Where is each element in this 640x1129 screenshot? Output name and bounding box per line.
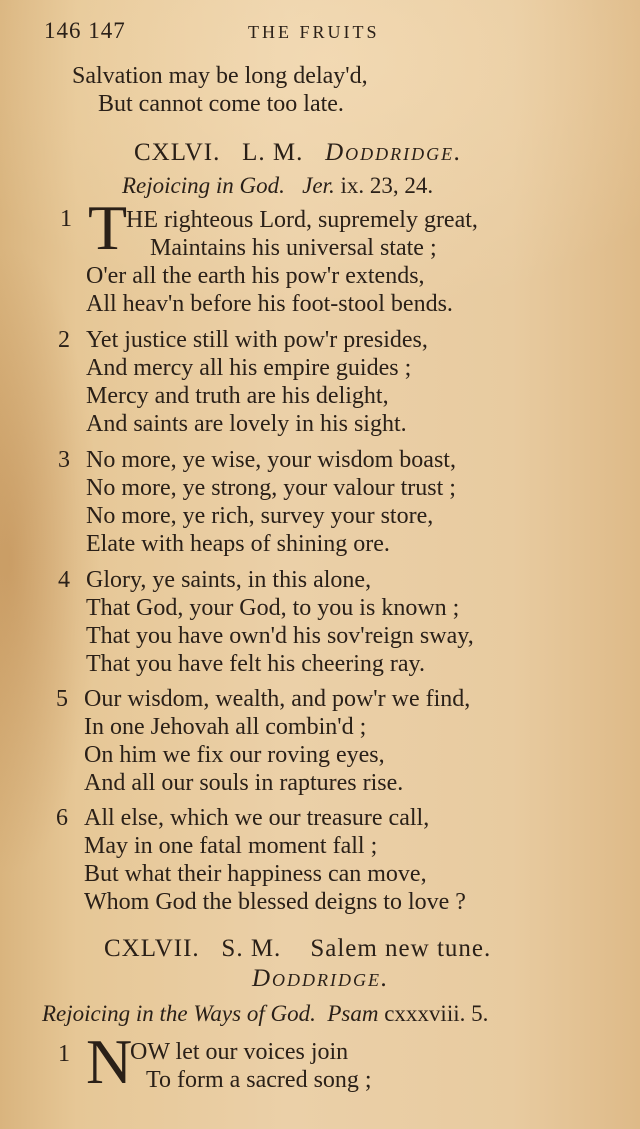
verse-line: That you have felt his cheering ray. [86,651,425,677]
verse-line: HE righteous Lord, supremely great, [126,207,478,233]
verse-line: Yet justice still with pow'r presides, [86,327,428,353]
verse-line: That God, your God, to you is known ; [86,595,460,621]
hymn-subtitle [42,1000,488,1028]
verse-line: All else, which we our treasure call, [84,805,430,831]
page-header [0,18,640,52]
hymn-meter: L. M. [242,139,304,166]
verse-line: All heav'n before his foot-stool bends. [86,291,453,317]
running-head: THE FRUITS [248,22,380,42]
hymn-author: Doddridge. [325,139,463,166]
verse-line: And saints are lovely in his sight. [86,411,407,437]
verse-line: But what their happiness can move, [84,861,427,887]
verse-line: No more, ye wise, your wisdom boast, [86,447,456,473]
scripture-book: Jer. [302,173,335,198]
verse-line: Glory, ye saints, in this alone, [86,567,372,593]
stanza-number: 1 [58,1041,70,1067]
verse-line: In one Jehovah all combin'd ; [84,714,367,740]
verse-line: Maintains his universal state ; [150,235,437,261]
verse-line: Salvation may be long delay'd, [72,63,368,89]
hymn-subtitle [122,172,433,200]
stanza-number: 6 [56,805,68,831]
verse-line: O'er all the earth his pow'r extends, [86,263,425,289]
stanza-number: 1 [60,206,72,232]
verse-line: And all our souls in raptures rise. [84,770,404,796]
stanza-number: 3 [58,447,70,473]
stanza-number: 2 [58,327,70,353]
hymn-title [104,934,491,964]
subtitle-text: Rejoicing in the Ways of God. [42,1001,316,1026]
hymn-author: Doddridge. [252,965,390,992]
verse-line: No more, ye rich, survey your store, [86,503,434,529]
scripture-ref: cxxxviii. 5. [384,1001,489,1026]
page-numbers: 146 147 [44,18,126,43]
verse-line: No more, ye strong, your valour trust ; [86,475,456,501]
hymn-title [134,138,462,168]
stanza-number: 4 [58,567,70,593]
drop-cap: T [88,192,128,263]
subtitle-text: Rejoicing in God. [122,173,285,198]
verse-line: To form a sacred song ; [146,1067,372,1093]
verse-line: And mercy all his empire guides ; [86,355,412,381]
verse-line: Our wisdom, wealth, and pow'r we find, [84,686,471,712]
stanza-number: 5 [56,686,68,712]
verse-line: Mercy and truth are his delight, [86,383,389,409]
hymn-tune: Salem new tune. [310,935,492,962]
hymn-number: CXLVII. [104,935,200,962]
verse-line: May in one fatal moment fall ; [84,833,378,859]
verse-line: OW let our voices join [130,1039,349,1065]
verse-line: That you have own'd his sov'reign sway, [86,623,474,649]
drop-cap: N [86,1026,133,1097]
verse-line: On him we fix our roving eyes, [84,742,385,768]
hymn-number: CXLVI. [134,139,221,166]
verse-line: Whom God the blessed deigns to love ? [84,889,466,915]
scripture-ref: ix. 23, 24. [340,173,434,198]
verse-line: But cannot come too late. [98,91,344,117]
scripture-book: Psam [327,1001,379,1026]
hymn-meter: S. M. [221,935,282,962]
hymn-author-line [252,964,389,994]
verse-line: Elate with heaps of shining ore. [86,531,390,557]
